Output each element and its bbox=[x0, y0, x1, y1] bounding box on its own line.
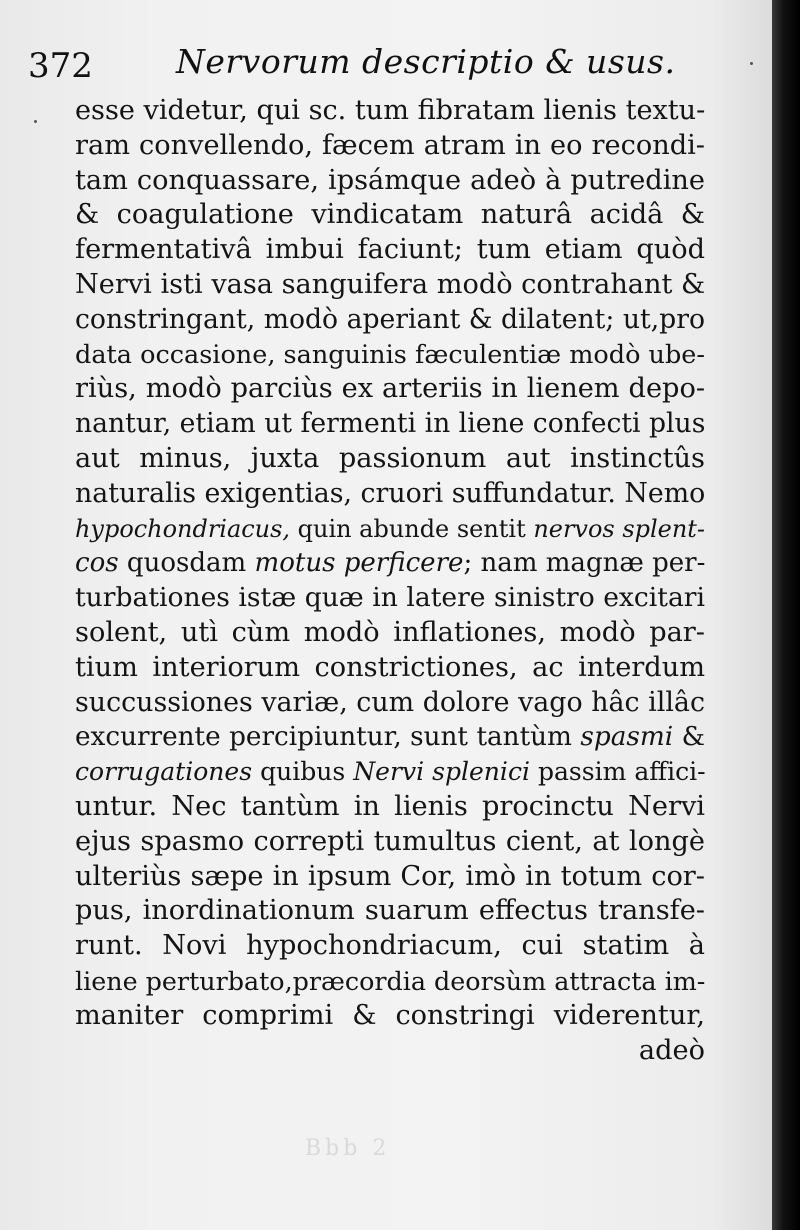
text-run: & bbox=[673, 722, 706, 753]
text-run: turbationes istæ quæ in latere sinistro excitari bbox=[75, 582, 705, 614]
text-run: quin abunde sentit bbox=[290, 514, 534, 543]
text-run: ; nam magnæ per- bbox=[463, 548, 706, 579]
text-run: passim affici- bbox=[530, 757, 706, 787]
text-line bbox=[75, 581, 705, 616]
text-run: excurrente percipiuntur, sunt tantùm bbox=[75, 722, 581, 753]
text-line bbox=[75, 964, 705, 999]
running-head: Nervorum descriptio & usus. bbox=[176, 42, 676, 81]
text-run: maniter comprimi & constringi viderentur, bbox=[75, 999, 705, 1031]
text-line bbox=[75, 651, 705, 686]
text-run: untur. Nec tantùm in lienis procinctu Nervi bbox=[75, 790, 705, 822]
text-line bbox=[75, 546, 705, 581]
text-line bbox=[75, 303, 705, 338]
italic-text: cos bbox=[75, 548, 119, 579]
scan-edge bbox=[772, 0, 800, 1230]
text-run: nantur, etiam ut fermenti in liene confecti plus bbox=[75, 408, 706, 440]
text-run: liene perturbato,præcordia deorsùm attracta im- bbox=[75, 965, 706, 996]
text-line bbox=[75, 233, 705, 268]
text-run: esse videtur, qui sc. tum fibratam lienis textu- bbox=[75, 95, 706, 126]
text-line bbox=[75, 512, 705, 547]
text-run: & coagulatione vindicatam naturâ acidâ & bbox=[75, 199, 705, 231]
text-line bbox=[75, 407, 705, 442]
text-line bbox=[75, 442, 705, 477]
italic-text: corrugationes bbox=[75, 757, 253, 787]
page-footer bbox=[75, 1136, 705, 1176]
text-line bbox=[75, 860, 705, 895]
ink-speck bbox=[750, 62, 753, 65]
text-run: quosdam bbox=[118, 548, 255, 579]
text-line bbox=[75, 825, 705, 860]
text-run: riùs, modò parciùs ex arteriis in lienem depo- bbox=[75, 373, 705, 405]
text-line bbox=[75, 268, 705, 303]
text-run: ejus spasmo correpti tumultus cient, at longè bbox=[75, 825, 705, 857]
text-run: runt. Novi hypochondriacum, cui statim à bbox=[75, 930, 705, 962]
text-run: fermentativâ imbui faciunt; tum etiam quòd bbox=[75, 234, 705, 266]
text-line bbox=[75, 686, 705, 721]
text-line bbox=[75, 1034, 705, 1069]
page-number: 372 bbox=[28, 46, 93, 86]
text-run: aut minus, juxta passionum aut instinctûs bbox=[75, 442, 705, 474]
text-line bbox=[75, 755, 705, 790]
body-text bbox=[75, 94, 705, 1068]
text-line bbox=[75, 477, 705, 512]
text-line bbox=[75, 164, 705, 199]
text-run: Nervi isti vasa sanguifera modò contrahant & bbox=[75, 268, 706, 300]
text-line bbox=[75, 999, 705, 1034]
text-line bbox=[75, 616, 705, 651]
ink-speck bbox=[34, 120, 37, 123]
italic-text: motus perficere bbox=[254, 548, 464, 579]
signature-mark: Bbb 2 bbox=[305, 1136, 391, 1161]
text-run: data occasione, sanguinis fæculentiæ modò ube- bbox=[75, 339, 705, 370]
text-run: tium interiorum constrictiones, ac interdum bbox=[75, 651, 705, 683]
text-line bbox=[75, 198, 705, 233]
text-run: solent, utì cùm modò inflationes, modò par- bbox=[75, 616, 705, 648]
text-line bbox=[75, 894, 705, 929]
italic-text: spasmi bbox=[580, 722, 674, 753]
text-run: ulteriùs sæpe in ipsum Cor, imò in totum cor- bbox=[75, 860, 705, 892]
text-run: succussiones variæ, cum dolore vago hâc illâc bbox=[75, 686, 705, 718]
page-header bbox=[28, 38, 728, 88]
text-run: pus, inordinationum suarum effectus transfe- bbox=[75, 895, 705, 927]
italic-text: Nervi splenici bbox=[353, 757, 530, 787]
italic-text: hypochondriacus, bbox=[75, 514, 291, 543]
text-line bbox=[75, 790, 705, 825]
text-run: naturalis exigentias, cruori suffundatur. Nemo bbox=[75, 477, 706, 509]
text-line bbox=[75, 929, 705, 964]
text-run: ram convellendo, fæcem atram in eo recondi- bbox=[75, 129, 705, 161]
text-line bbox=[75, 372, 705, 407]
text-line bbox=[75, 129, 705, 164]
text-run: quibus bbox=[252, 757, 354, 787]
text-line bbox=[75, 338, 705, 373]
text-line bbox=[75, 94, 705, 129]
text-run: tam conquassare, ipsámque adeò à putredine bbox=[75, 164, 705, 196]
text-line bbox=[75, 720, 705, 755]
text-run: adeò bbox=[638, 1034, 705, 1066]
italic-text: nervos splent- bbox=[533, 514, 705, 543]
text-run: constringant, modò aperiant & dilatent; ut,pro bbox=[75, 303, 705, 335]
